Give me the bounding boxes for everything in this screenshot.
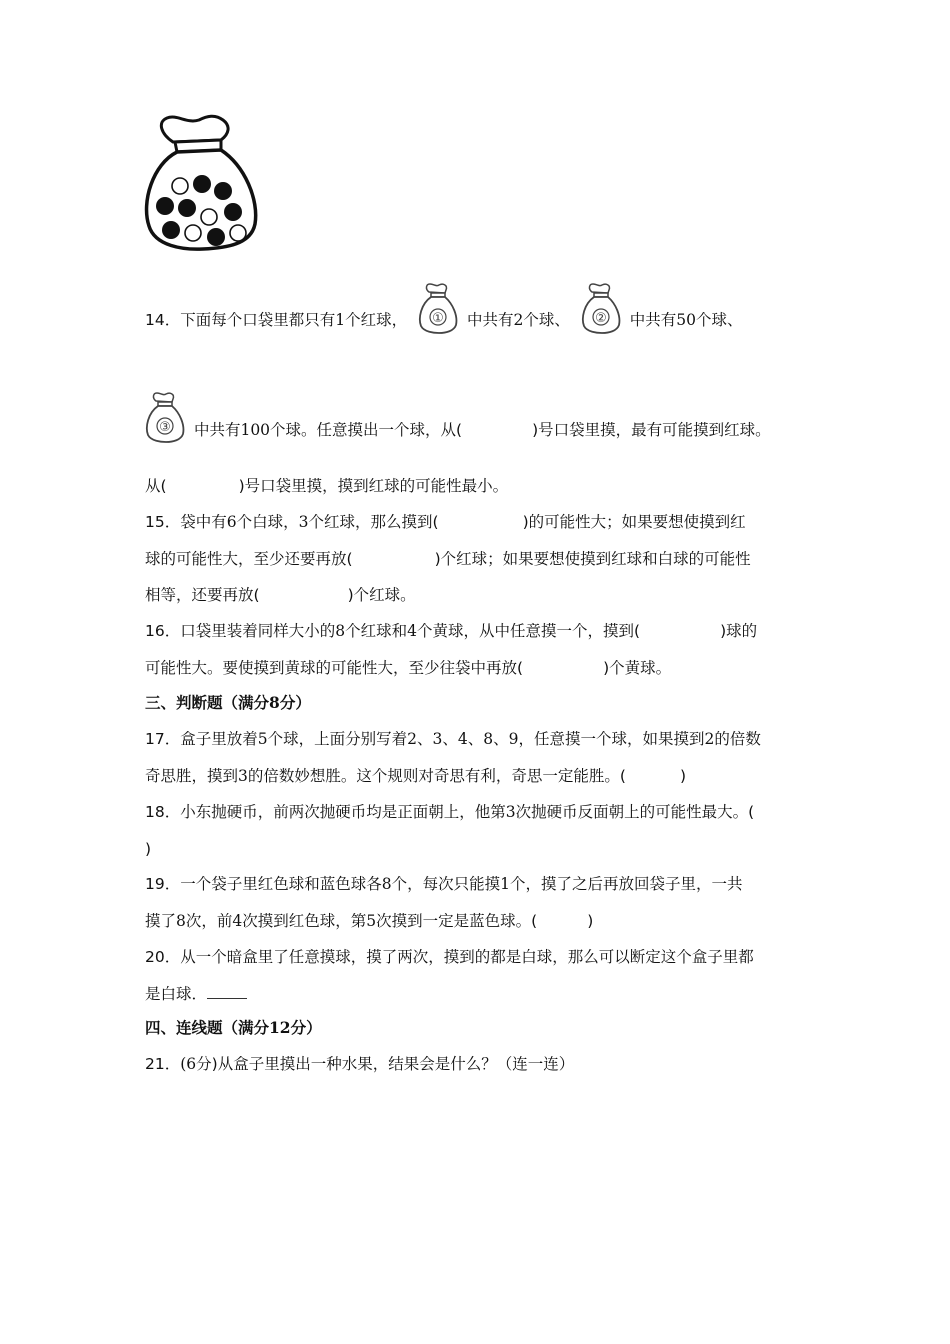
question-17-line-2: 奇思胜，摸到3的倍数妙想胜。这个规则对奇思有利，奇思一定能胜。( ) [145,767,687,785]
section-3-heading: 三、判断题（满分8分） [145,693,311,712]
bag-3-icon [145,391,185,448]
question-20-line-1: 20．从一个暗盒里了任意摸球，摸了两次，摸到的都是白球，那么可以断定这个盒子里都 [145,948,754,966]
question-21: 21．(6分)从盒子里摸出一种水果，结果会是什么？（连一连） [145,1055,575,1073]
ball-bag-illustration [143,112,261,254]
question-20-line-2: 是白球． [145,984,247,1004]
question-18-line-1: 18．小东抛硬币，前两次抛硬币均是正面朝上，他第3次抛硬币反面朝上的可能性最大。( [145,803,755,821]
section-4-heading: 四、连线题（满分12分） [145,1018,322,1037]
question-17-line-1: 17．盒子里放着5个球，上面分别写着2、3、4、8、9，任意摸一个球，如果摸到2的倍数 [145,730,761,748]
bag-1-label: ① [432,311,444,326]
question-16-line-1: 16．口袋里装着同样大小的8个红球和4个黄球，从中任意摸一个，摸到( )球的 [145,622,758,640]
question-15-line-3: 相等，还要再放( )个红球。 [145,586,416,604]
bag-2-label: ② [595,311,607,326]
question-14-line-3: 从( )号口袋里摸，摸到红球的可能性最小。 [145,477,509,495]
question-14-line-1: 14．下面每个口袋里都只有1个红球， ① 中共有2个球、 ② 中共有50个球、 [145,302,743,339]
question-15-line-1: 15．袋中有6个白球，3个红球，那么摸到( )的可能性大；如果要想使摸到红 [145,513,746,531]
question-19-line-2: 摸了8次，前4次摸到红色球，第5次摸到一定是蓝色球。( ) [145,912,594,930]
question-15-line-2: 球的可能性大，至少还要再放( )个红球；如果要想使摸到红球和白球的可能性 [145,550,751,568]
question-18-line-2[interactable]: ) [145,840,152,858]
question-14-line-2: ③ 中共有100个球。任意摸出一个球，从( )号口袋里摸，最有可能摸到红球。 [145,413,771,448]
question-19-line-1: 19．一个袋子里红色球和蓝色球各8个，每次只能摸1个，摸了之后再放回袋子里，一共 [145,875,743,893]
bag-1-icon [418,282,458,339]
bag-3-label: ③ [159,420,171,435]
question-16-line-2: 可能性大。要使摸到黄球的可能性大，至少往袋中再放( )个黄球。 [145,659,672,677]
answer-underline-20[interactable] [207,984,247,999]
bag-2-icon [581,282,621,339]
